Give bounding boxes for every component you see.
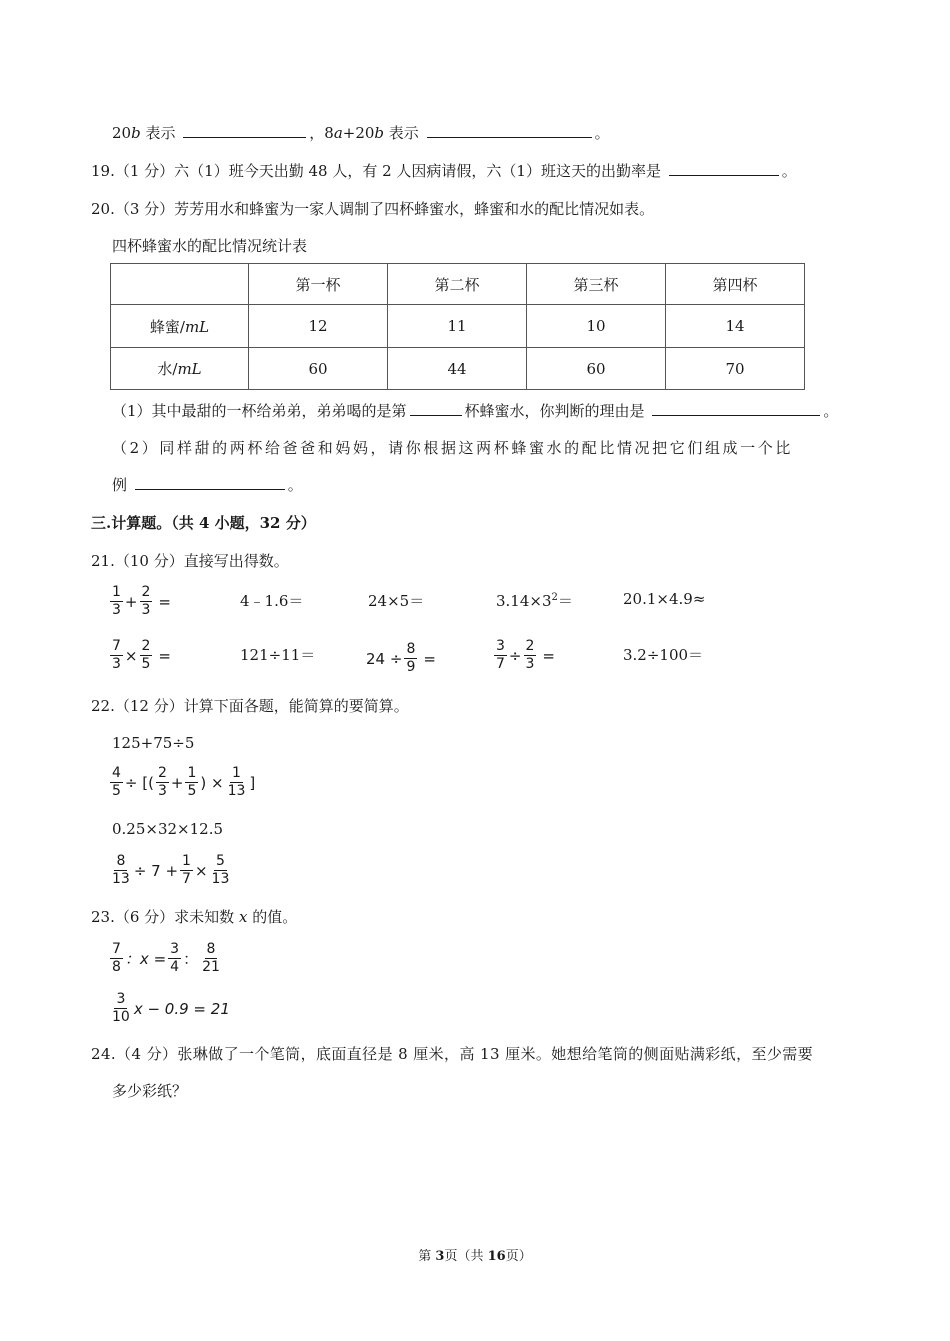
fraction: $\frac{7}{8}$: [112, 941, 121, 975]
fraction: $\frac{4}{5}$: [112, 765, 121, 799]
table-header-cell: 第四杯: [666, 264, 805, 305]
table-cell: 70: [666, 348, 805, 390]
question-24-line2: 多少彩纸？: [112, 1082, 188, 1100]
q22-expr-2: $\frac{4}{5}$ ÷ [( $\frac{2}{3}$ + $\frac{1}{5}$ ) × $\frac{1}{13}$ ]: [112, 765, 256, 799]
q18-line: 20b 表示 ，8a+20b 表示 。: [112, 124, 610, 142]
table-header-row: [111, 264, 805, 305]
section-3-title: 三.计算题。（共 4 小题，32 分）: [91, 514, 316, 532]
fraction: $\frac{8}{21}$: [202, 941, 220, 975]
q18-blank-2[interactable]: [427, 123, 592, 138]
q21-r1-d: $3.14\times 3^2=$: [496, 592, 573, 610]
fraction: $\frac{1}{5}$: [187, 765, 197, 799]
table-cell: 44: [388, 348, 527, 390]
page-footer: 第 3页（共 16页）: [418, 1249, 532, 1264]
fraction: $\frac{1}{13}$: [227, 765, 246, 799]
fraction: $\frac{5}{13}$: [211, 853, 230, 887]
row-label-water: 水/mL: [111, 348, 249, 390]
q21-r2-e: 3.2÷100＝: [623, 646, 704, 664]
table-cell: 60: [249, 348, 388, 390]
q22-expr-1: 125+75÷5: [112, 734, 195, 752]
table-cell: 12: [249, 305, 388, 348]
table-header-cell: 第一杯: [249, 264, 388, 305]
honey-water-table: [110, 263, 805, 390]
q20-sub2-line2: 例 。: [112, 476, 303, 494]
table-row: [111, 305, 805, 348]
table-cell: 11: [388, 305, 527, 348]
fraction: $\frac{2}{3}$: [525, 638, 535, 672]
question-20: 20.（3 分）芳芳用水和蜂蜜为一家人调制了四杯蜂蜜水，蜂蜜和水的配比情况如表。: [91, 200, 655, 218]
question-22: 22.（12 分）计算下面各题，能简算的要简算。: [91, 697, 409, 715]
q23-equation-1: $\frac{7}{8}$ ：x = $\frac{3}{4}$ ： $\frac{8}{21}$: [112, 941, 220, 975]
q21-r2-c: 24 ÷ $\frac{8}{9}$ =: [366, 641, 436, 675]
table-row: [111, 348, 805, 390]
fraction: $\frac{3}{10}$: [112, 991, 130, 1025]
fraction: $\frac{7}{3}$: [112, 638, 121, 672]
table-header-cell: 第二杯: [388, 264, 527, 305]
fraction: $\frac{3}{4}$: [170, 941, 180, 975]
q21-r2-b: 121÷11＝: [240, 646, 316, 664]
fraction: $\frac{3}{7}$: [496, 638, 505, 672]
table-cell: 60: [527, 348, 666, 390]
q21-r1-e: 20.1×4.9≈: [623, 590, 706, 608]
table-header-cell: 第三杯: [527, 264, 666, 305]
fraction: $\frac{1}{3}$: [112, 584, 121, 618]
question-21: 21.（10 分）直接写出得数。: [91, 552, 289, 570]
question-24-line1: 24.（4 分）张琳做了一个笔筒，底面直径是 8 厘米，高 13 厘米。她想给笔筒的侧面贴满彩纸，至少需要: [91, 1045, 814, 1063]
q20-sub1: （1）其中最甜的一杯给弟弟，弟弟喝的是第 杯蜂蜜水，你判断的理由是 。: [112, 402, 839, 420]
q22-expr-3: 0.25×32×12.5: [112, 820, 224, 838]
q22-expr-4: $\frac{8}{13}$ ÷ 7 + $\frac{1}{7}$ × $\frac{5}{13}$: [112, 853, 230, 887]
q23-equation-2: $\frac{3}{10}$ x − 0.9 = 21: [112, 991, 230, 1025]
table-title: 四杯蜂蜜水的配比情况统计表: [112, 237, 308, 255]
fraction: $\frac{8}{13}$: [112, 853, 130, 887]
table-header-empty: [111, 264, 249, 305]
q21-r2-d: $\frac{3}{7}$ ÷ $\frac{2}{3}$ =: [496, 638, 555, 672]
question-19: 19.（1 分）六（1）班今天出勤 48 人，有 2 人因病请假，六（1）班这天的出勤率是 。: [91, 162, 797, 180]
q20-blank-reason[interactable]: [652, 401, 820, 416]
fraction: $\frac{2}{5}$: [141, 638, 151, 672]
fraction: $\frac{1}{7}$: [182, 853, 191, 887]
q21-r1-a: $\frac{1}{3}$ + $\frac{2}{3}$ =: [112, 584, 171, 618]
q20-blank-proportion[interactable]: [135, 475, 285, 490]
fraction: $\frac{2}{3}$: [141, 584, 151, 618]
q19-blank[interactable]: [669, 161, 779, 176]
fraction: $\frac{2}{3}$: [157, 765, 167, 799]
q20-sub2-line1: （2）同样甜的两杯给爸爸和妈妈，请你根据这两杯蜂蜜水的配比情况把它们组成一个比: [112, 439, 793, 457]
fraction: $\frac{8}{9}$: [406, 641, 416, 675]
q21-r1-b: 4﹣1.6＝: [240, 592, 304, 610]
q18-blank-1[interactable]: [183, 123, 306, 138]
row-label-honey: 蜂蜜/mL: [111, 305, 249, 348]
question-23: 23.（6 分）求未知数 x 的值。: [91, 908, 298, 926]
q21-r2-a: $\frac{7}{3}$ × $\frac{2}{5}$ =: [112, 638, 171, 672]
q20-blank-cup[interactable]: [410, 401, 462, 416]
q21-r1-c: 24×5＝: [368, 592, 425, 610]
table-cell: 14: [666, 305, 805, 348]
table-cell: 10: [527, 305, 666, 348]
